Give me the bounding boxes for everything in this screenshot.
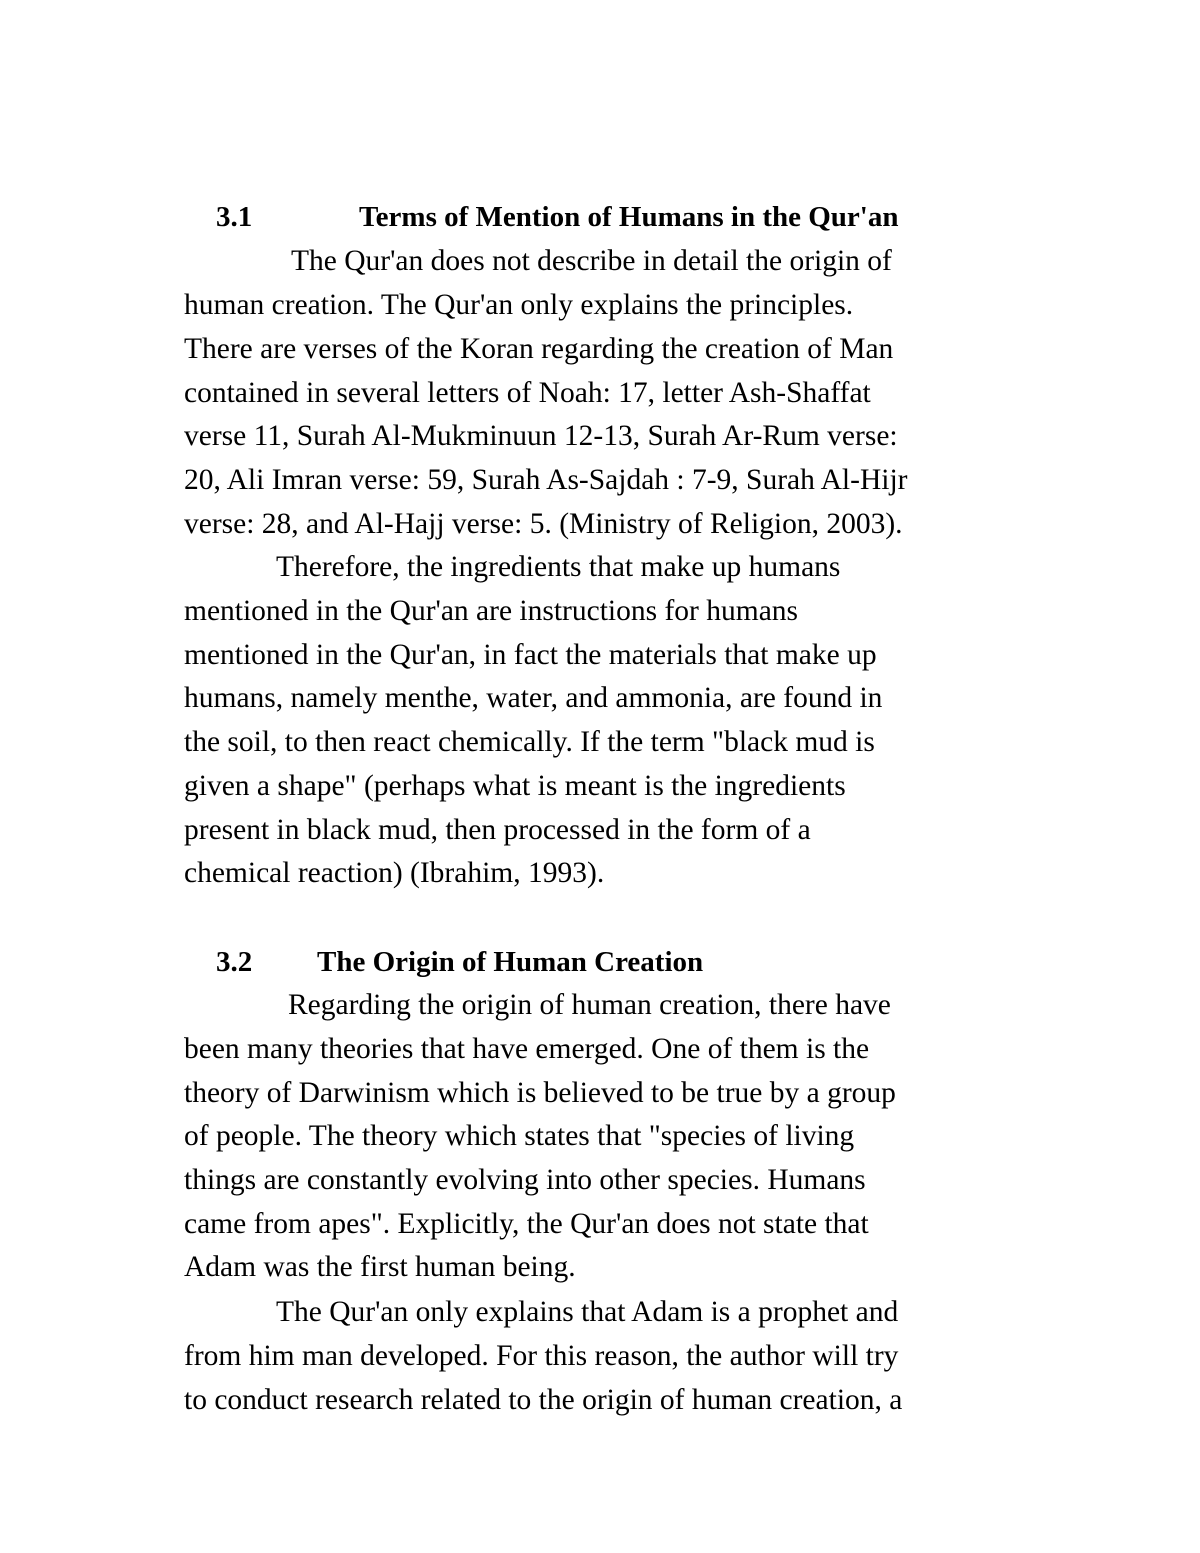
paragraph-line: of people. The theory which states that "species of living <box>184 1120 855 1152</box>
paragraph-line: the soil, to then react chemically. If the term "black mud is <box>184 726 875 758</box>
paragraph-line: to conduct research related to the origin of human creation, a <box>184 1384 903 1416</box>
section-title: Terms of Mention of Humans in the Qur'an <box>359 201 899 233</box>
section-heading-3-2 <box>216 940 704 984</box>
paragraph-line: Regarding the origin of human creation, there have <box>288 989 891 1021</box>
paragraph-line: There are verses of the Koran regarding the creation of Man <box>184 333 894 365</box>
paragraph-line: 20, Ali Imran verse: 59, Surah As-Sajdah : 7-9, Surah Al-Hijr <box>184 464 908 496</box>
paragraph-line: given a shape" (perhaps what is meant is the ingredients <box>184 770 846 802</box>
section-title: The Origin of Human Creation <box>317 946 704 978</box>
paragraph-line: The Qur'an only explains that Adam is a prophet and <box>276 1296 899 1328</box>
paragraph-line: contained in several letters of Noah: 17, letter Ash-Shaffat <box>184 377 871 409</box>
paragraph-line: verse 11, Surah Al-Mukminuun 12-13, Surah Ar-Rum verse: <box>184 420 898 452</box>
section-heading-3-1 <box>216 195 899 239</box>
paragraph-line: mentioned in the Qur'an, in fact the materials that make up <box>184 639 877 671</box>
paragraph-line: Adam was the first human being. <box>184 1251 576 1283</box>
section-number: 3.2 <box>216 946 253 978</box>
paragraph-line: came from apes". Explicitly, the Qur'an does not state that <box>184 1208 869 1240</box>
section-number: 3.1 <box>216 201 253 233</box>
paragraph-line: human creation. The Qur'an only explains the principles. <box>184 289 854 321</box>
paragraph-line: Therefore, the ingredients that make up humans <box>276 551 841 583</box>
paragraph-line: theory of Darwinism which is believed to be true by a group <box>184 1077 896 1109</box>
paragraph-line: The Qur'an does not describe in detail the origin of <box>291 245 892 277</box>
paragraph-line: present in black mud, then processed in the form of a <box>184 814 811 846</box>
paragraph-line: humans, namely menthe, water, and ammonia, are found in <box>184 682 883 714</box>
paragraph-line: verse: 28, and Al-Hajj verse: 5. (Ministry of Religion, 2003). <box>184 508 903 540</box>
paragraph-line: things are constantly evolving into other species. Humans <box>184 1164 866 1196</box>
paragraph-line: been many theories that have emerged. One of them is the <box>184 1033 870 1065</box>
paragraph-line: from him man developed. For this reason, the author will try <box>184 1340 899 1372</box>
paragraph-line: chemical reaction) (Ibrahim, 1993). <box>184 857 605 889</box>
paragraph-line: mentioned in the Qur'an are instructions for humans <box>184 595 799 627</box>
